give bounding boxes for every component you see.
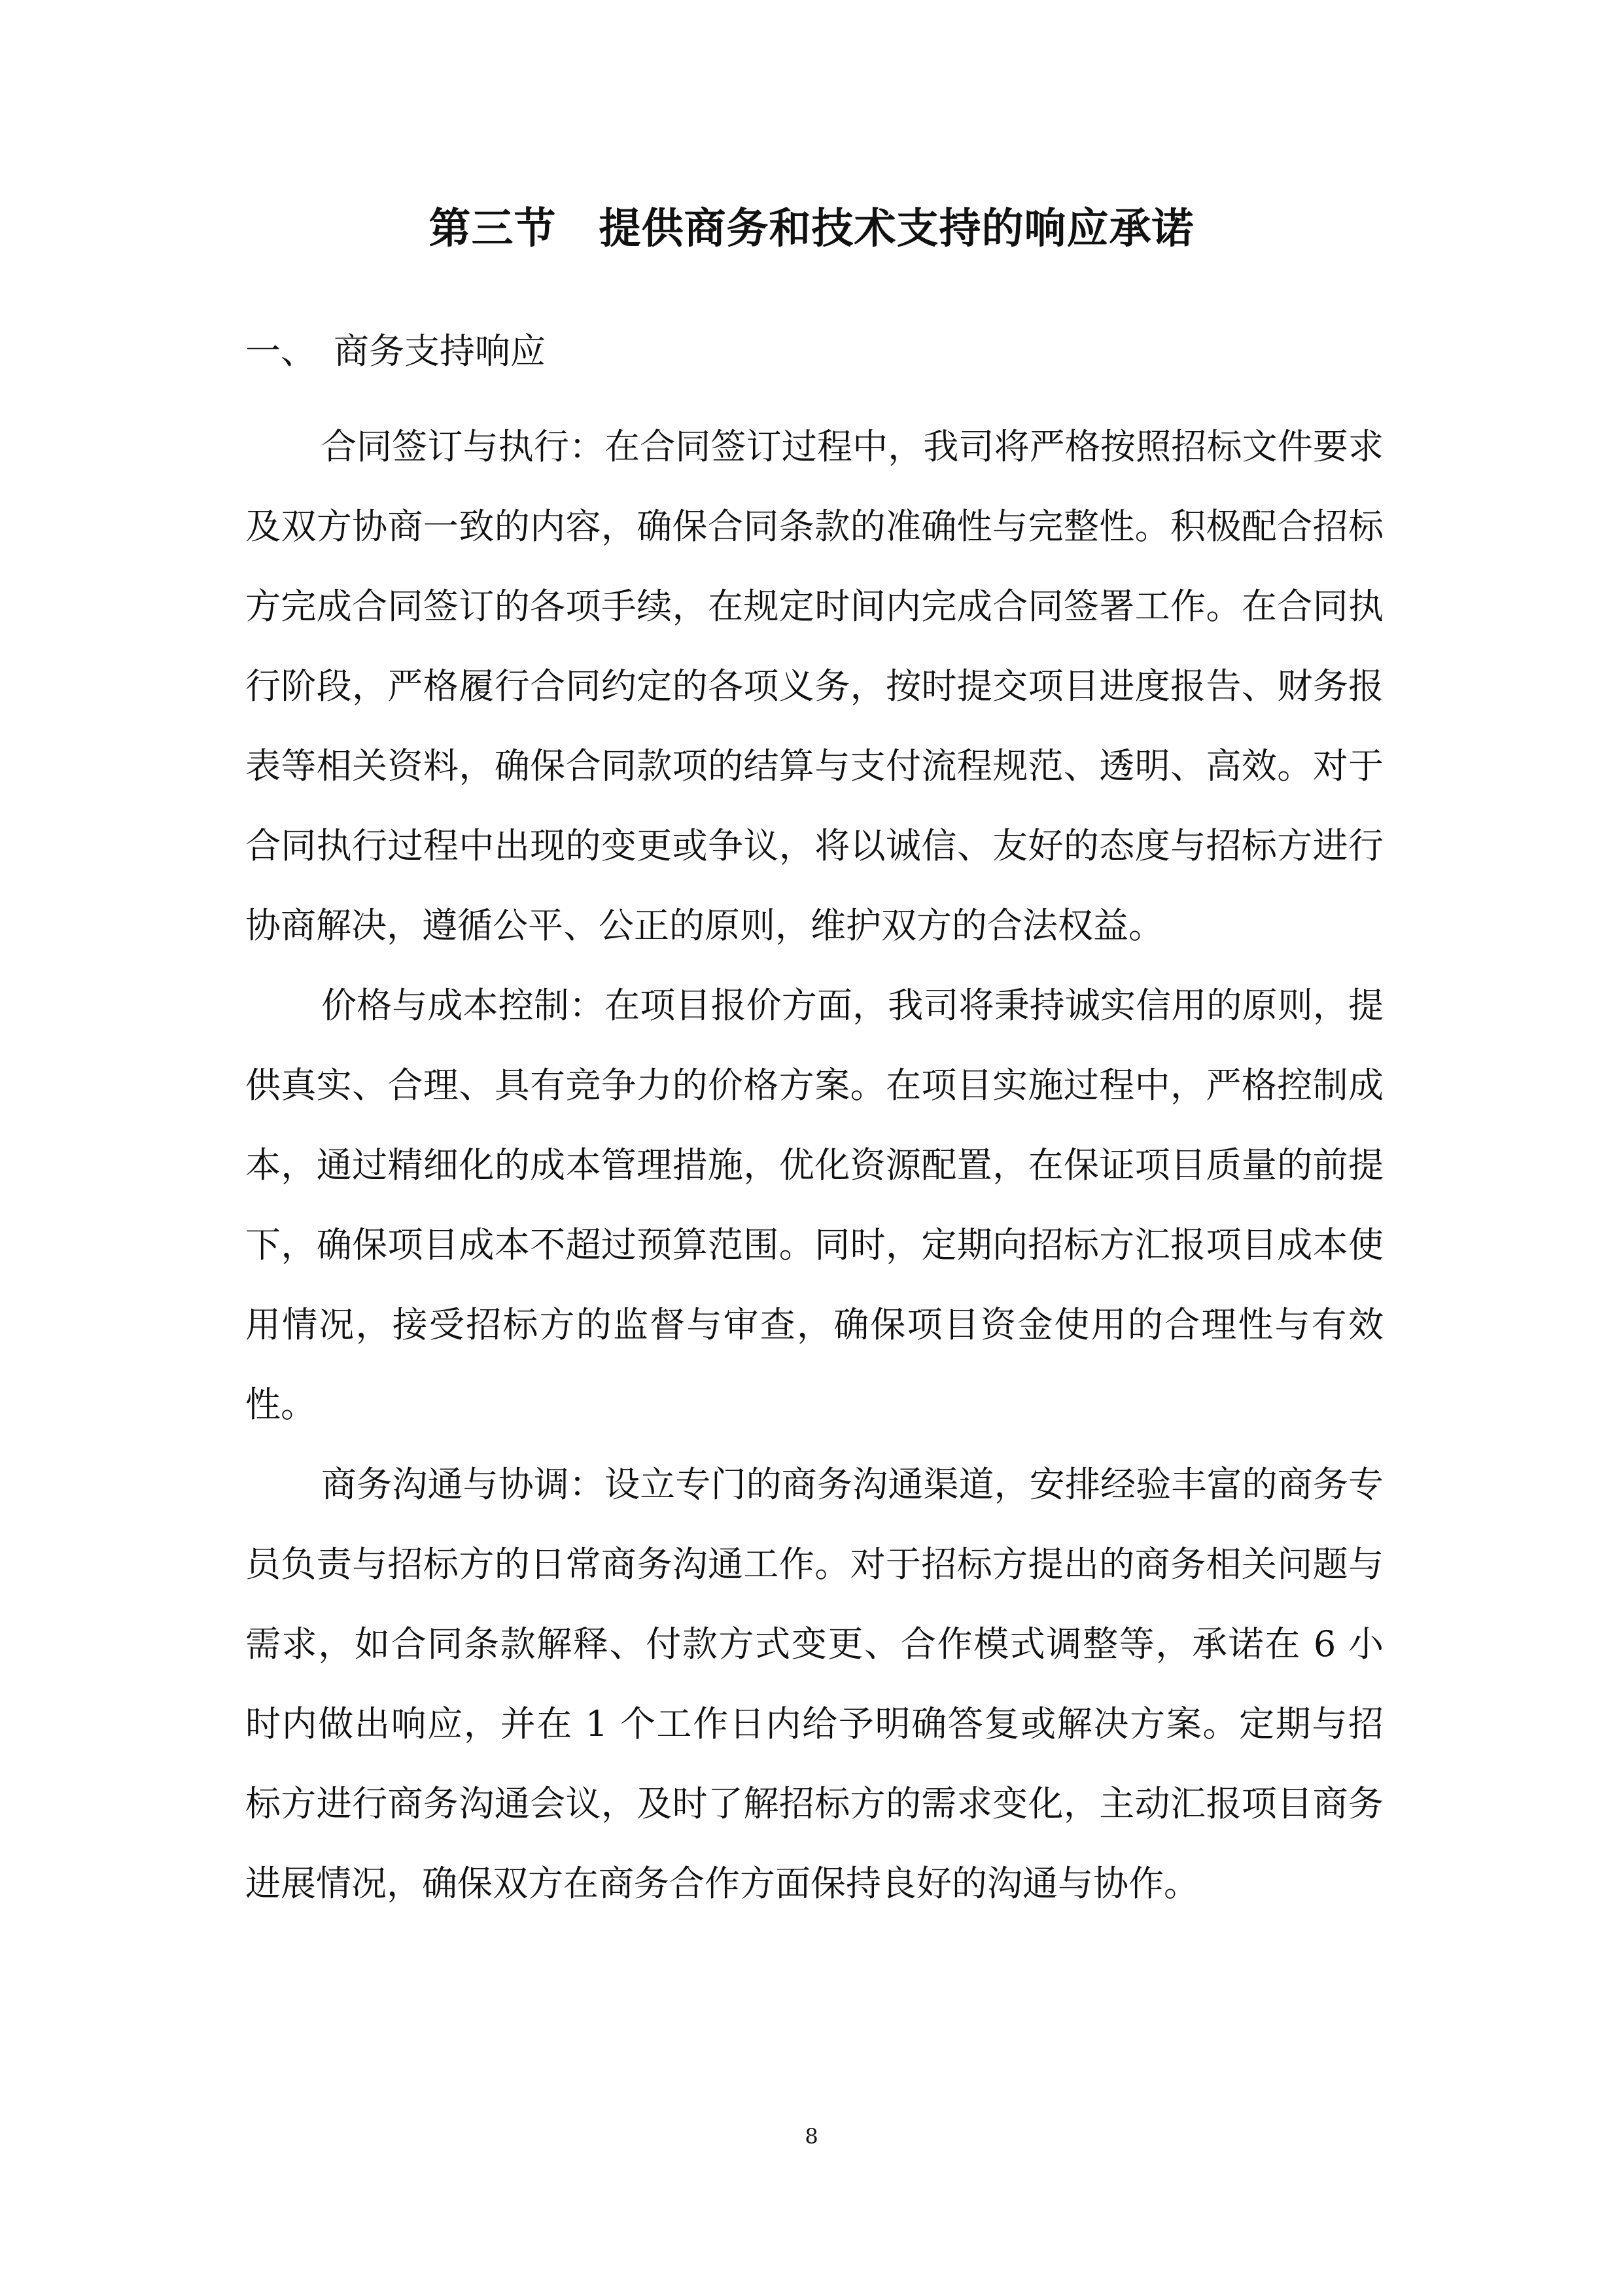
- paragraph-price-cost: 价格与成本控制：在项目报价方面，我司将秉持诚实信用的原则，提供真实、合理、具有竞争力的价格方案。在项目实施过程中，严格控制成本，通过精细化的成本管理措施，优化资源配置，在保证项目质量的前提下，确保项目成本不超过预算范围。同时，定期向招标方汇报项目成本使用情况，接受招标方的监督与审查，确保项目资金使用的合理性与有效性。: [245, 985, 1384, 1425]
- page-title: 第三节 提供商务和技术支持的响应承诺: [428, 205, 1195, 253]
- page-number: 8: [805, 2124, 818, 2149]
- section-heading: 一、 商务支持响应: [245, 330, 546, 372]
- paragraph-contract: 合同签订与执行：在合同签订过程中，我司将严格按照招标文件要求及双方协商一致的内容，确保合同条款的准确性与完整性。积极配合招标方完成合同签订的各项手续，在规定时间内完成合同签署工作。在合同执行阶段，严格履行合同约定的各项义务，按时提交项目进度报告、财务报表等相关资料，确保合同款项的结算与支付流程规范、透明、高效。对于合同执行过程中出现的变更或争议，将以诚信、友好的态度与招标方进行协商解决，遵循公平、公正的原则，维护双方的合法权益。: [245, 426, 1384, 946]
- paragraph-communication: 商务沟通与协调：设立专门的商务沟通渠道，安排经验丰富的商务专员负责与招标方的日常商务沟通工作。对于招标方提出的商务相关问题与需求，如合同条款解释、付款方式变更、合作模式调整等，承诺在 6 小时内做出响应，并在 1 个工作日内给予明确答复或解决方案。定期与招标方进行商务沟通会议，及时了解招标方的需求变化，主动汇报项目商务进展情况，确保双方在商务合作方面保持良好的沟通与协作。: [245, 1464, 1384, 1904]
- section-body: [245, 327, 1384, 1924]
